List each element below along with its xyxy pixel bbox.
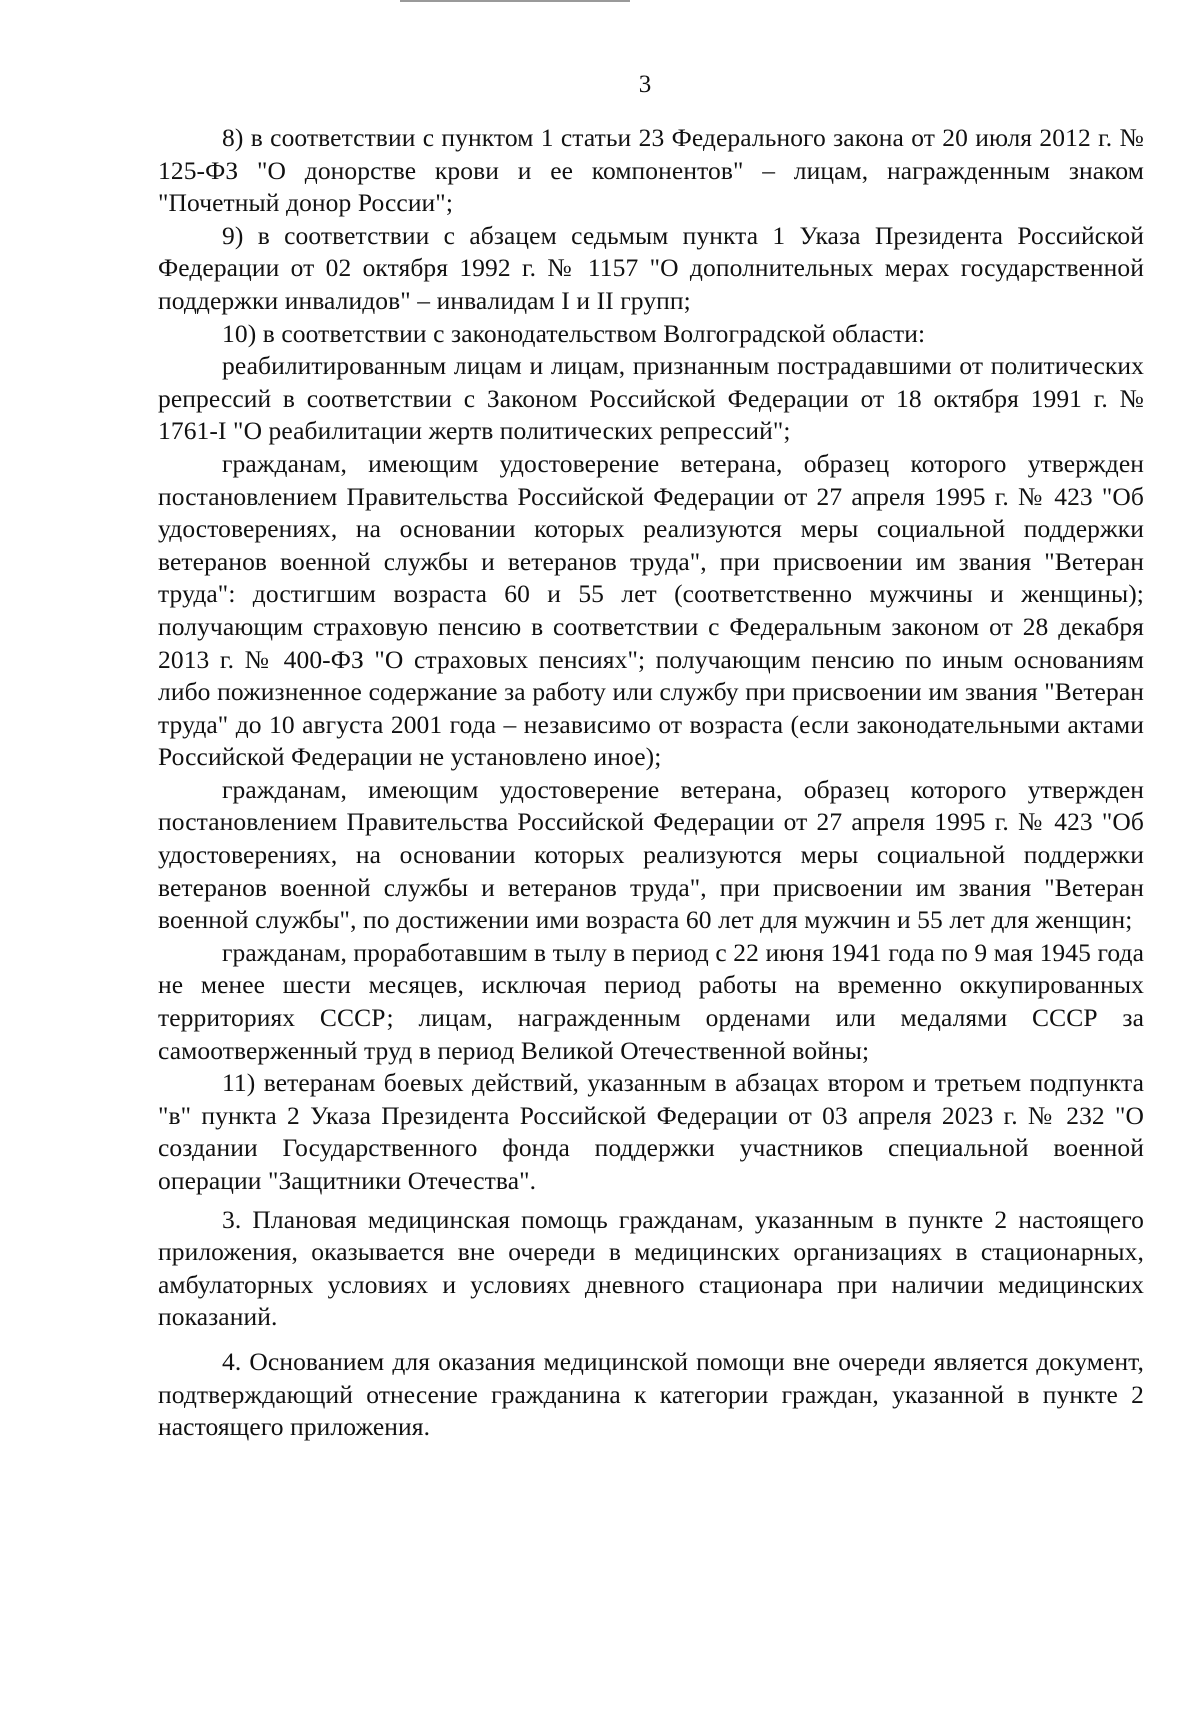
- document-body: [158, 122, 1144, 1444]
- paragraph-clause-3: 3. Плановая медицинская помощь гражданам, указанным в пункте 2 настоящего приложения, оказывается вне очереди в медицинских организациях в стационарных, амбулаторных условиях и условиях дневного стационара при наличии медицинских показаний.: [158, 1204, 1144, 1332]
- paragraph-item-9: 9) в соответствии с абзацем седьмым пункта 1 Указа Президента Российской Федерации от 02 октября 1992 г. № 1157 "О дополнительных мерах государственной поддержки инвалидов" – инвалидам I и II групп;: [158, 220, 1144, 315]
- page-number: 3: [638, 71, 652, 98]
- scan-edge-line: [400, 0, 630, 2]
- paragraph-item-8: 8) в соответствии с пунктом 1 статьи 23 Федерального закона от 20 июля 2012 г. № 125-ФЗ "О донорстве крови и ее компонентов" – лицам, награжденным знаком "Почетный донор России";: [158, 123, 1144, 218]
- paragraph-item-11: 11) ветеранам боевых действий, указанным в абзацах втором и третьем подпункта "в" пункта 2 Указа Президента Российской Федерации от 03 апреля 2023 г. № 232 "О создании Государственного фонда поддержки участников специальной военной операции "Защитники Отечества".: [158, 1068, 1144, 1195]
- paragraph-rehabilitated-persons: реабилитированным лицам и лицам, признанным пострадавшими от политических репрессий в соответствии с Законом Российской Федерации от 18 октября 1991 г. № 1761-I "О реабилитации жертв политических репрессий";: [158, 351, 1144, 446]
- paragraph-item-10: 10) в соответствии с законодательством Волгоградской области:: [222, 318, 926, 348]
- paragraph-labour-veterans: гражданам, имеющим удостоверение ветерана, образец которого утвержден постановлением Правительства Российской Федерации от 27 апреля 1995 г. № 423 "Об удостоверениях, на основании которых реализуются меры социальной поддержки ветеранов военной службы и ветеранов труда", при присвоении им звания "Ветеран труда": достигшим возраста 60 и 55 лет (соответственно мужчины и женщины); получающим страховую пенсию в соответствии с Федеральным законом от 28 декабря 2013 г. № 400-ФЗ "О страховых пенсиях"; получающим пенсию по иным основаниям либо пожизненное содержание за работу или службу при присвоении им звания "Ветеран труда" до 10 августа 2001 года – независимо от возраста (если законодательными актами Российской Федерации не установлено иное);: [158, 448, 1144, 772]
- paragraph-military-service-veterans: гражданам, имеющим удостоверение ветерана, образец которого утвержден постановлением Правительства Российской Федерации от 27 апреля 1995 г. № 423 "Об удостоверениях, на основании которых реализуются меры социальной поддержки ветеранов военной службы и ветеранов труда", при присвоении им звания "Ветеран военной службы", по достижении ими возраста 60 лет для мужчин и 55 лет для женщин;: [158, 774, 1144, 935]
- paragraph-home-front-workers: гражданам, проработавшим в тылу в период с 22 июня 1941 года по 9 мая 1945 года не менее шести месяцев, исключая период работы на временно оккупированных территориях СССР; лицам, награжденным орденами или медалями СССР за самоотверженный труд в период Великой Отечественной войны;: [158, 937, 1144, 1065]
- paragraph-clause-4: 4. Основанием для оказания медицинской помощи вне очереди является документ, подтверждающий отнесение гражданина к категории граждан, указанной в пункте 2 настоящего приложения.: [158, 1346, 1144, 1442]
